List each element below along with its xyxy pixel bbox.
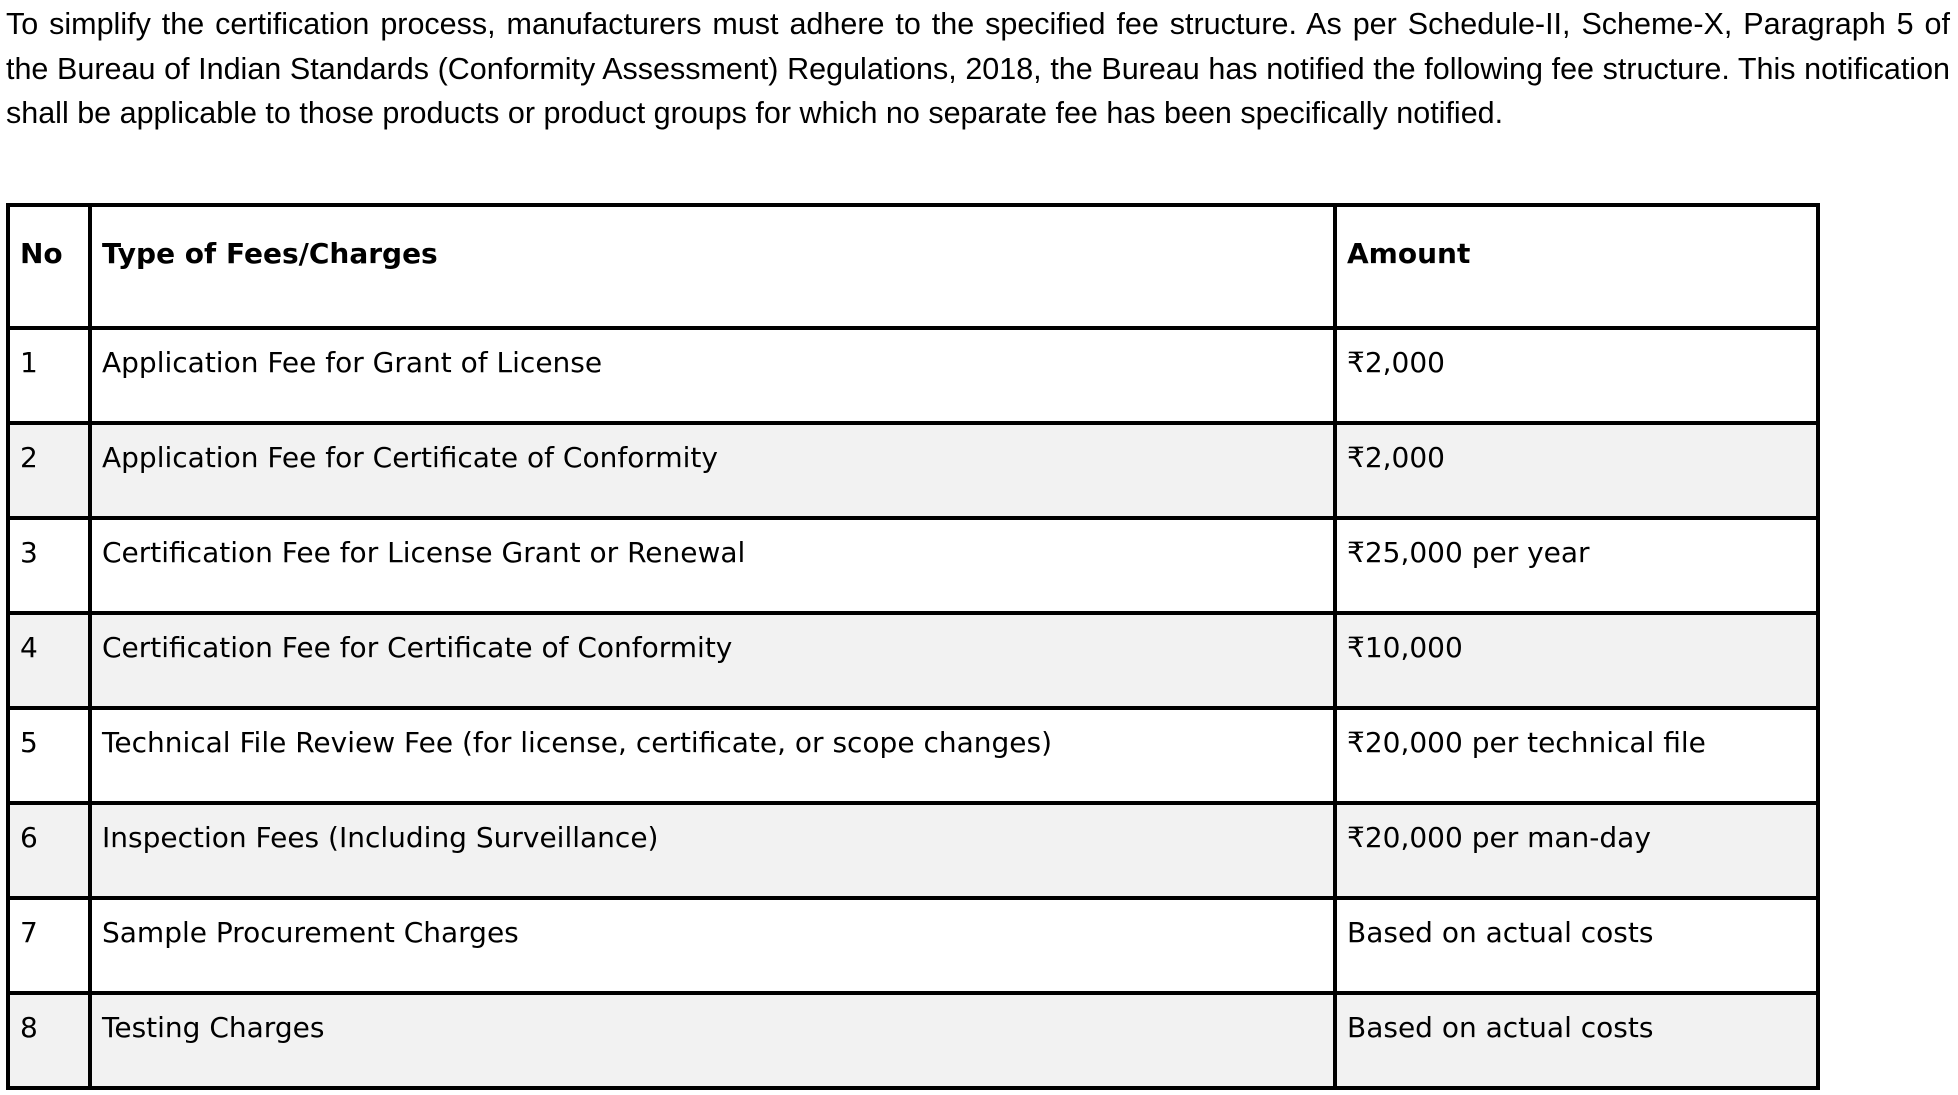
intro-paragraph: To simplify the certification process, manufacturers must adhere to the specified fee structure. As per Schedule-II, Scheme-X, Paragraph 5 of the Bureau of Indian Standards (Conformity Assessment) Regulations, 2018, the Bureau has notified the following fee structure. This notification shall be applicable to those products or product groups for which no separate fee has been specifically notified. xyxy=(6,7,1950,130)
header-type: Type of Fees/Charges xyxy=(90,205,1335,328)
row-type: Application Fee for Certificate of Conformity xyxy=(90,423,1335,518)
table-row xyxy=(8,423,1818,518)
header-amount: Amount xyxy=(1335,205,1818,328)
header-no: No xyxy=(8,205,90,328)
row-amount: ₹2,000 xyxy=(1335,423,1818,518)
row-type: Sample Procurement Charges xyxy=(90,898,1335,993)
fee-structure-table xyxy=(6,203,1820,1090)
row-no: 7 xyxy=(8,898,90,993)
table-row xyxy=(8,708,1818,803)
row-amount: ₹20,000 per man-day xyxy=(1335,803,1818,898)
table-row xyxy=(8,518,1818,613)
row-amount: Based on actual costs xyxy=(1335,993,1818,1088)
row-amount: Based on actual costs xyxy=(1335,898,1818,993)
row-no: 3 xyxy=(8,518,90,613)
row-no: 1 xyxy=(8,328,90,423)
table-row xyxy=(8,613,1818,708)
row-amount: ₹20,000 per technical file xyxy=(1335,708,1818,803)
row-type: Inspection Fees (Including Surveillance) xyxy=(90,803,1335,898)
row-no: 6 xyxy=(8,803,90,898)
row-type: Testing Charges xyxy=(90,993,1335,1088)
row-no: 2 xyxy=(8,423,90,518)
row-amount: ₹25,000 per year xyxy=(1335,518,1818,613)
table-row xyxy=(8,898,1818,993)
row-type: Application Fee for Grant of License xyxy=(90,328,1335,423)
table-header-row xyxy=(8,205,1818,328)
row-no: 4 xyxy=(8,613,90,708)
row-amount: ₹2,000 xyxy=(1335,328,1818,423)
row-type: Certification Fee for License Grant or Renewal xyxy=(90,518,1335,613)
row-type: Certification Fee for Certificate of Conformity xyxy=(90,613,1335,708)
row-type: Technical File Review Fee (for license, certificate, or scope changes) xyxy=(90,708,1335,803)
row-no: 8 xyxy=(8,993,90,1088)
table-row xyxy=(8,803,1818,898)
row-no: 5 xyxy=(8,708,90,803)
row-amount: ₹10,000 xyxy=(1335,613,1818,708)
table-row xyxy=(8,993,1818,1088)
table-row xyxy=(8,328,1818,423)
